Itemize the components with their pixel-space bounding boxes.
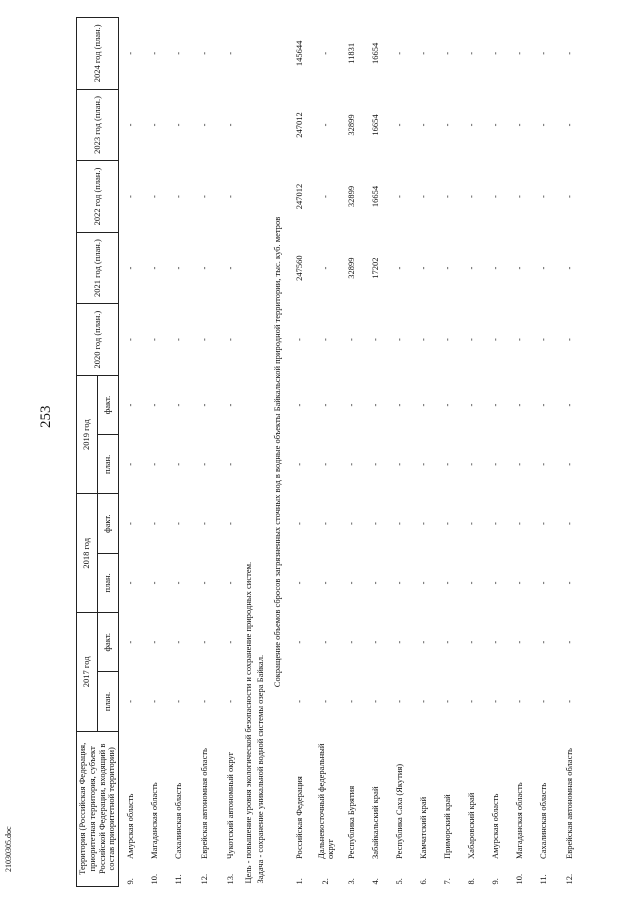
row-territory: Магаданская область xyxy=(149,782,160,859)
cell: - xyxy=(225,266,236,270)
cell: 247012 xyxy=(294,183,305,210)
cell: - xyxy=(320,123,331,127)
row-territory: Хабаровский край xyxy=(466,792,477,859)
cell: - xyxy=(125,51,136,55)
row-number: 6. xyxy=(418,878,429,885)
cell: - xyxy=(538,338,549,342)
cell: - xyxy=(418,195,429,198)
cell: - xyxy=(564,462,575,466)
cell: - xyxy=(466,51,477,55)
cell: - xyxy=(538,51,549,55)
cell: - xyxy=(490,266,501,270)
row-number: 1. xyxy=(294,878,305,885)
table-row xyxy=(119,18,144,887)
cell: - xyxy=(149,522,160,526)
cell: - xyxy=(199,338,210,342)
row-territory: Чукотский автономный округ xyxy=(225,751,236,859)
cell: - xyxy=(125,195,136,198)
cell: - xyxy=(320,700,331,703)
cell: - xyxy=(370,700,381,703)
row-number: 3. xyxy=(346,878,357,885)
table-row xyxy=(340,18,364,887)
row-territory: Амурская область xyxy=(125,793,136,859)
cell: - xyxy=(125,123,136,127)
table-row xyxy=(388,18,412,887)
cell: - xyxy=(199,700,210,703)
cell: - xyxy=(173,581,184,585)
cell: - xyxy=(199,581,210,585)
cell: - xyxy=(199,266,210,270)
table-row xyxy=(364,18,388,887)
cell: - xyxy=(514,581,525,585)
cell: - xyxy=(442,522,453,526)
year-2019-header: 2019 год xyxy=(77,375,98,494)
cell: - xyxy=(490,640,501,644)
caption-row xyxy=(267,18,289,887)
cell: - xyxy=(173,403,184,407)
cell: - xyxy=(514,338,525,342)
cell: - xyxy=(294,403,305,407)
section1-body xyxy=(119,18,289,887)
row-territory: Дальневосточный федеральный округ xyxy=(315,743,336,859)
cell: - xyxy=(394,195,405,198)
cell: - xyxy=(418,522,429,526)
task-text: Задача - сохранение уникальной водной системы озера Байкал. xyxy=(254,654,265,884)
row-number: 7. xyxy=(442,878,453,885)
plan-header: план. xyxy=(98,435,119,494)
cell: - xyxy=(538,700,549,703)
cell: - xyxy=(514,195,525,198)
cell: - xyxy=(442,581,453,585)
cell: - xyxy=(442,51,453,55)
cell: - xyxy=(294,640,305,644)
cell: - xyxy=(225,522,236,526)
cell: - xyxy=(490,338,501,342)
cell: - xyxy=(564,640,575,644)
cell: - xyxy=(346,338,357,342)
row-number: 12. xyxy=(199,873,210,885)
cell: - xyxy=(466,403,477,407)
fact-header: факт. xyxy=(98,613,119,672)
year-2022-header: 2022 год (план.) xyxy=(77,161,119,233)
cell: - xyxy=(466,640,477,644)
cell: - xyxy=(320,581,331,585)
cell: 32899 xyxy=(346,185,357,208)
cell: - xyxy=(346,462,357,466)
cell: - xyxy=(564,338,575,342)
cell: - xyxy=(370,522,381,526)
row-territory: Забайкальский край xyxy=(370,786,381,859)
cell: - xyxy=(294,522,305,526)
row-territory: Республика Саха (Якутия) xyxy=(394,763,405,859)
cell: - xyxy=(514,522,525,526)
row-number: 9. xyxy=(490,878,501,885)
cell: - xyxy=(346,640,357,644)
goal-text: Цель - повышение уровня экологической безопасности и сохранение природных систем. xyxy=(243,561,254,884)
cell: - xyxy=(564,266,575,270)
cell: - xyxy=(466,195,477,198)
cell: - xyxy=(466,123,477,127)
cell: - xyxy=(346,700,357,703)
cell: - xyxy=(173,51,184,55)
row-territory: Еврейская автономная область xyxy=(199,748,210,859)
cell: - xyxy=(125,266,136,270)
cell: - xyxy=(418,338,429,342)
cell: - xyxy=(418,581,429,585)
table-row xyxy=(484,18,508,887)
cell: - xyxy=(564,700,575,703)
cell: - xyxy=(394,338,405,342)
cell: - xyxy=(442,266,453,270)
cell: - xyxy=(125,462,136,466)
cell: - xyxy=(149,581,160,585)
cell: - xyxy=(538,266,549,270)
cell: - xyxy=(514,51,525,55)
cell: - xyxy=(538,123,549,127)
table-row xyxy=(288,18,312,887)
cell: - xyxy=(490,462,501,466)
cell: - xyxy=(442,640,453,644)
cell: - xyxy=(394,522,405,526)
cell: - xyxy=(370,581,381,585)
cell: 16654 xyxy=(370,42,381,64)
cell: 247560 xyxy=(294,255,305,281)
cell: - xyxy=(173,123,184,127)
cell: - xyxy=(466,462,477,466)
cell: - xyxy=(442,123,453,127)
cell: - xyxy=(294,581,305,585)
cell: - xyxy=(225,338,236,342)
cell: - xyxy=(538,581,549,585)
cell: - xyxy=(125,640,136,644)
cell: - xyxy=(514,266,525,270)
cell: - xyxy=(294,700,305,703)
cell: - xyxy=(199,462,210,466)
row-territory: Амурская область xyxy=(490,793,501,859)
cell: - xyxy=(199,195,210,198)
section2-body xyxy=(288,18,584,887)
cell: - xyxy=(225,403,236,407)
cell: - xyxy=(125,522,136,526)
cell: - xyxy=(346,581,357,585)
data-table xyxy=(76,17,584,887)
cell: - xyxy=(320,462,331,466)
cell: - xyxy=(199,51,210,55)
cell: - xyxy=(466,338,477,342)
cell: - xyxy=(149,195,160,198)
year-2021-header: 2021 год (план.) xyxy=(77,232,119,304)
cell: - xyxy=(225,51,236,55)
cell: 17202 xyxy=(370,257,381,279)
table-row xyxy=(556,18,584,887)
cell: - xyxy=(538,403,549,407)
cell: - xyxy=(370,403,381,407)
cell: - xyxy=(514,700,525,703)
cell: - xyxy=(149,640,160,644)
territory-header: Территория (Российская Федерация, приоритетная территория, субъект Российской Федерации, входящий в состав приоритетной территории) xyxy=(77,731,119,886)
task-row xyxy=(255,18,267,887)
cell: - xyxy=(125,700,136,703)
cell: - xyxy=(225,700,236,703)
cell: - xyxy=(370,640,381,644)
cell: - xyxy=(149,403,160,407)
year-2023-header: 2023 год (план.) xyxy=(77,89,119,161)
cell: - xyxy=(418,640,429,644)
cell: - xyxy=(199,640,210,644)
cell: - xyxy=(149,338,160,342)
cell: - xyxy=(538,462,549,466)
cell: - xyxy=(394,640,405,644)
cell: - xyxy=(564,522,575,526)
rotated-page xyxy=(76,17,602,887)
cell: - xyxy=(320,403,331,407)
cell: - xyxy=(564,123,575,127)
cell: - xyxy=(394,123,405,127)
cell: - xyxy=(346,403,357,407)
cell: - xyxy=(538,640,549,644)
cell: - xyxy=(490,522,501,526)
cell: - xyxy=(320,522,331,526)
cell: - xyxy=(199,403,210,407)
cell: - xyxy=(199,522,210,526)
cell: 11831 xyxy=(346,42,357,64)
footer-filename: 21030305.doc xyxy=(4,826,13,872)
year-2020-header: 2020 год (план.) xyxy=(77,304,119,376)
table-row xyxy=(143,18,167,887)
cell: - xyxy=(225,640,236,644)
cell: 32899 xyxy=(346,257,357,279)
cell: - xyxy=(125,403,136,407)
cell: - xyxy=(225,123,236,127)
cell: - xyxy=(149,266,160,270)
row-territory: Российская Федерация xyxy=(294,776,305,859)
cell: - xyxy=(294,338,305,342)
cell: - xyxy=(394,403,405,407)
row-territory: Еврейская автономная область xyxy=(564,748,575,859)
cell: - xyxy=(199,123,210,127)
cell: - xyxy=(514,640,525,644)
fact-header: факт. xyxy=(98,375,119,434)
cell: - xyxy=(394,700,405,703)
cell: - xyxy=(173,700,184,703)
cell: - xyxy=(466,700,477,703)
table-row xyxy=(412,18,436,887)
cell: - xyxy=(490,403,501,407)
cell: - xyxy=(442,403,453,407)
cell: - xyxy=(490,581,501,585)
table-row xyxy=(460,18,484,887)
table-row xyxy=(191,18,219,887)
cell: - xyxy=(442,700,453,703)
row-number: 10. xyxy=(149,873,160,885)
cell: - xyxy=(418,266,429,270)
cell: - xyxy=(173,640,184,644)
cell: - xyxy=(320,338,331,342)
cell: - xyxy=(394,462,405,466)
cell: - xyxy=(370,462,381,466)
cell: - xyxy=(466,266,477,270)
cell: - xyxy=(418,462,429,466)
cell: - xyxy=(418,51,429,55)
cell: - xyxy=(320,195,331,198)
table-row xyxy=(312,18,340,887)
cell: 32899 xyxy=(346,114,357,136)
cell: - xyxy=(466,522,477,526)
cell: - xyxy=(320,640,331,644)
cell: 247012 xyxy=(294,112,305,138)
row-number: 11. xyxy=(173,874,184,885)
row-number: 11. xyxy=(538,874,549,885)
cell: - xyxy=(514,403,525,407)
row-number: 10. xyxy=(514,873,525,885)
cell: - xyxy=(173,266,184,270)
table-row xyxy=(436,18,460,887)
cell: - xyxy=(149,700,160,703)
cell: - xyxy=(370,338,381,342)
row-territory: Сахалинская область xyxy=(173,782,184,859)
cell: - xyxy=(225,581,236,585)
cell: - xyxy=(442,338,453,342)
row-number: 2. xyxy=(320,878,331,885)
table-row xyxy=(167,18,191,887)
cell: - xyxy=(564,403,575,407)
cell: - xyxy=(418,403,429,407)
row-territory: Сахалинская область xyxy=(538,782,549,859)
cell: - xyxy=(490,700,501,703)
row-territory: Приморский край xyxy=(442,794,453,859)
row-number: 9. xyxy=(125,878,136,885)
cell: - xyxy=(466,581,477,585)
cell: - xyxy=(294,462,305,466)
cell: - xyxy=(394,266,405,270)
cell: - xyxy=(564,195,575,198)
cell: - xyxy=(173,195,184,198)
plan-header: план. xyxy=(98,553,119,612)
cell: - xyxy=(418,123,429,127)
page-number: 253 xyxy=(38,405,54,428)
row-territory: Магаданская область xyxy=(514,782,525,859)
cell: - xyxy=(346,522,357,526)
table-row xyxy=(508,18,532,887)
row-number: 13. xyxy=(225,873,236,885)
cell: - xyxy=(149,51,160,55)
cell: - xyxy=(394,51,405,55)
cell: - xyxy=(173,462,184,466)
cell: - xyxy=(173,338,184,342)
year-2017-header: 2017 год xyxy=(77,613,98,732)
goal-row xyxy=(243,18,255,887)
cell: - xyxy=(538,522,549,526)
plan-header: план. xyxy=(98,672,119,731)
cell: - xyxy=(149,462,160,466)
cell: - xyxy=(320,266,331,270)
cell: - xyxy=(418,700,429,703)
row-territory: Республика Бурятия xyxy=(346,785,357,859)
cell: - xyxy=(225,462,236,466)
cell: - xyxy=(514,123,525,127)
cell: - xyxy=(564,581,575,585)
row-number: 4. xyxy=(370,878,381,885)
fact-header: факт. xyxy=(98,494,119,553)
year-2024-header: 2024 год (план.) xyxy=(77,18,119,90)
cell: - xyxy=(125,581,136,585)
row-territory: Камчатский край xyxy=(418,796,429,859)
cell: - xyxy=(320,51,331,55)
table-header xyxy=(77,18,119,887)
year-2018-header: 2018 год xyxy=(77,494,98,613)
cell: - xyxy=(173,522,184,526)
cell: - xyxy=(125,338,136,342)
row-number: 12. xyxy=(564,873,575,885)
cell: - xyxy=(538,195,549,198)
table-row xyxy=(219,18,243,887)
cell: - xyxy=(149,123,160,127)
cell: 145644 xyxy=(294,40,305,67)
section-caption: Сокращение объемов сбросов загрязненных сточных вод в водные объекты Байкальской природной территории, тыс. куб. метров xyxy=(271,216,282,688)
cell: 16654 xyxy=(370,185,381,208)
cell: - xyxy=(514,462,525,466)
cell: - xyxy=(442,462,453,466)
cell: - xyxy=(490,51,501,55)
row-number: 5. xyxy=(394,878,405,885)
cell: - xyxy=(394,581,405,585)
row-number: 8. xyxy=(466,878,477,885)
cell: - xyxy=(490,195,501,198)
cell: 16654 xyxy=(370,114,381,136)
cell: - xyxy=(442,195,453,198)
cell: - xyxy=(564,51,575,55)
cell: - xyxy=(225,195,236,198)
cell: - xyxy=(490,123,501,127)
table-row xyxy=(532,18,556,887)
